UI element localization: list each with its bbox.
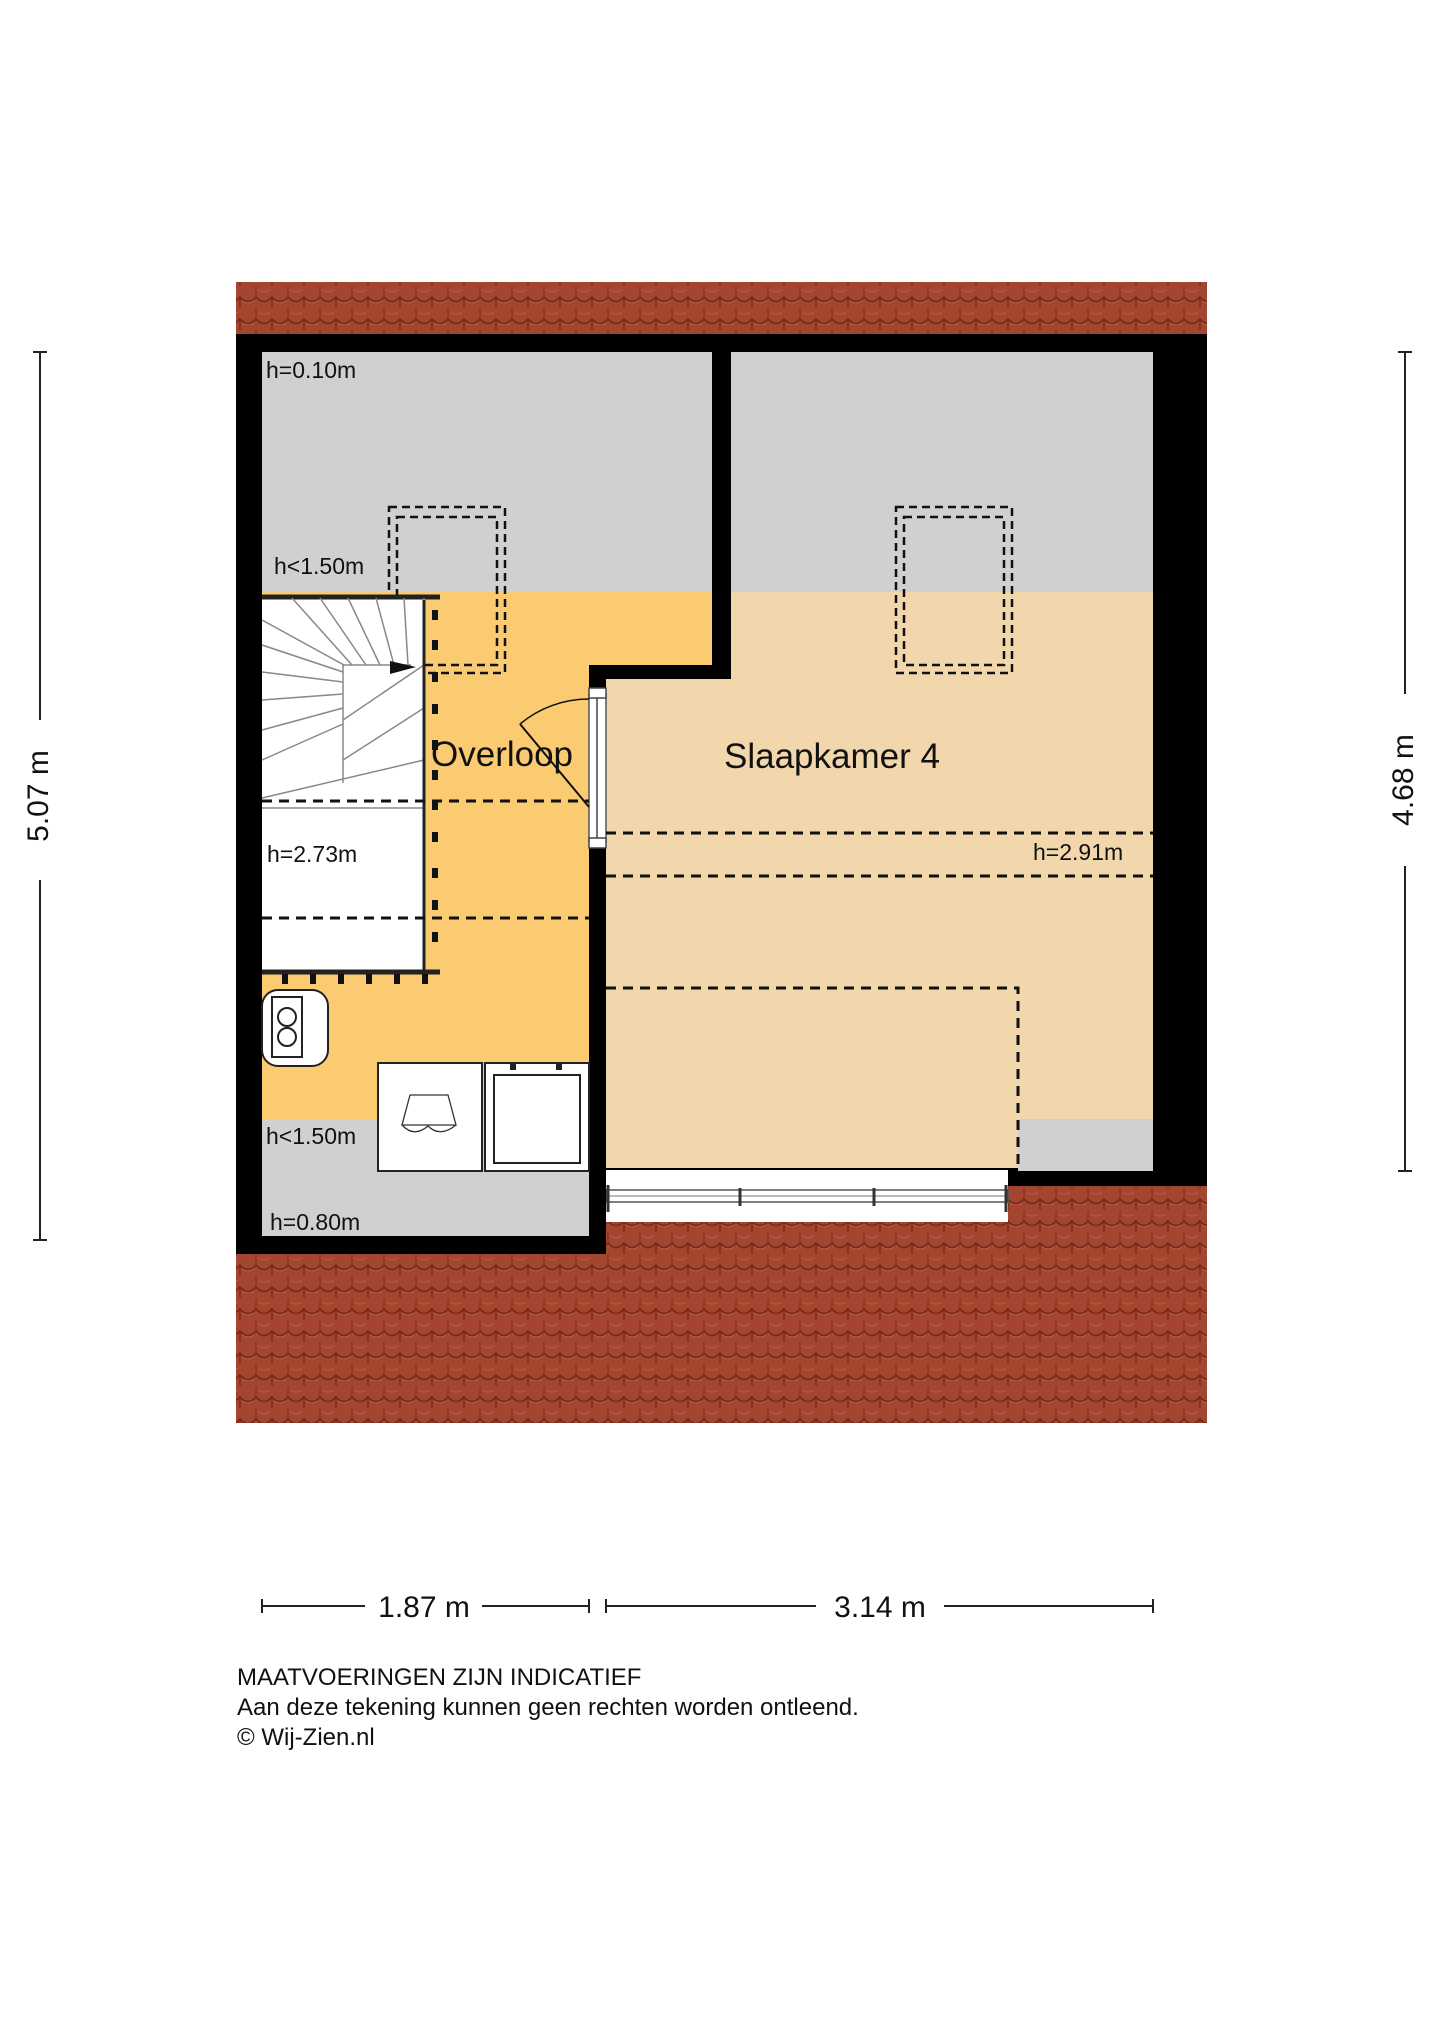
disclaimer-line-1: MAATVOERINGEN ZIJN INDICATIEF: [237, 1664, 642, 1691]
bedroom-low-ceiling-area: [731, 352, 1153, 592]
room-label-slaapkamer: Slaapkamer 4: [724, 737, 940, 776]
disclaimer-line-3: © Wij-Zien.nl: [237, 1724, 375, 1751]
staircase: [262, 596, 440, 984]
disclaimer-line-2: Aan deze tekening kunnen geen rechten worden ontleend.: [237, 1694, 859, 1721]
dimension-label-right: 4.68 m: [1386, 734, 1420, 826]
washing-machine: [378, 1063, 482, 1171]
height-label-lower-left: h<1.50m: [266, 1123, 357, 1149]
height-label-bottom-left: h=0.80m: [270, 1209, 361, 1235]
room-label-overloop: Overloop: [431, 735, 574, 774]
height-label-stairs-landing: h=2.73m: [267, 841, 358, 867]
dimension-label-bottom-right: 3.14 m: [834, 1591, 926, 1624]
dimension-label-bottom-left: 1.87 m: [378, 1591, 470, 1624]
height-label-bedroom: h=2.91m: [1033, 839, 1124, 865]
height-label-top-left: h=0.10m: [266, 357, 357, 383]
interior-wall-top: [712, 345, 731, 679]
dimension-label-left: 5.07 m: [21, 750, 55, 842]
dryer: [485, 1063, 589, 1171]
roof-tiles-top: [236, 282, 1207, 336]
height-label-left-attic: h<1.50m: [274, 553, 365, 579]
boiler-appliance: [262, 990, 328, 1066]
bedroom-right-low-area: [1018, 1119, 1153, 1171]
disclaimer: [237, 1663, 859, 1753]
